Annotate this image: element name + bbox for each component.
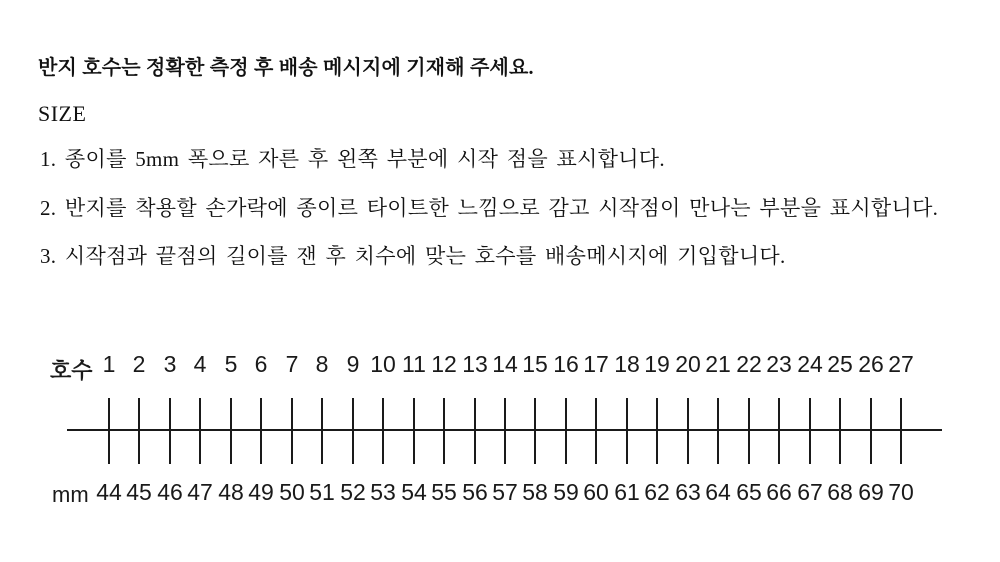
mm-number: 68: [827, 479, 853, 505]
size-number: 2: [132, 351, 146, 377]
mm-number: 54: [401, 479, 427, 505]
tick-mark: [474, 398, 476, 464]
size-number: 24: [797, 351, 823, 377]
size-number-row: [0, 352, 1000, 380]
mm-number: 45: [126, 479, 152, 505]
mm-number: 70: [888, 479, 914, 505]
size-number: 7: [285, 351, 299, 377]
size-number: 16: [553, 351, 579, 377]
size-number: 8: [315, 351, 329, 377]
tick-mark: [809, 398, 811, 464]
ring-size-ruler: [0, 330, 1000, 530]
mm-number: 53: [370, 479, 396, 505]
tick-mark: [352, 398, 354, 464]
size-number: 25: [827, 351, 853, 377]
shipping-notice-text: 반지 호수는 정확한 측정 후 배송 메시지에 기재해 주세요.: [38, 57, 534, 79]
tick-mark: [565, 398, 567, 464]
tick-mark: [595, 398, 597, 464]
mm-row-label: mm: [52, 482, 89, 507]
step-3-text: 3. 시작점과 끝점의 길이를 잰 후 치수에 맞는 호수를 배송메시지에 기입합니다.: [40, 244, 786, 268]
size-number: 26: [858, 351, 884, 377]
size-number: 13: [462, 351, 488, 377]
mm-number: 58: [522, 479, 548, 505]
size-number: 21: [705, 351, 731, 377]
mm-number: 50: [279, 479, 305, 505]
size-number: 22: [736, 351, 762, 377]
size-number: 12: [431, 351, 457, 377]
size-number: 6: [254, 351, 268, 377]
size-number: 4: [193, 351, 207, 377]
mm-number: 67: [797, 479, 823, 505]
tick-mark: [108, 398, 110, 464]
mm-number: 69: [858, 479, 884, 505]
mm-number: 56: [462, 479, 488, 505]
size-number: 10: [370, 351, 396, 377]
tick-mark: [199, 398, 201, 464]
tick-mark: [687, 398, 689, 464]
mm-number: 48: [218, 479, 244, 505]
mm-number: 46: [157, 479, 183, 505]
step-2-text: 2. 반지를 착용할 손가락에 종이르 타이트한 느낌으로 감고 시작점이 만나는 부분을 표시합니다.: [40, 196, 939, 220]
tick-mark: [138, 398, 140, 464]
size-number: 5: [224, 351, 238, 377]
size-number: 9: [346, 351, 360, 377]
size-number: 14: [492, 351, 518, 377]
size-heading: SIZE: [38, 101, 87, 126]
tick-mark: [900, 398, 902, 464]
mm-number: 66: [766, 479, 792, 505]
tick-mark: [321, 398, 323, 464]
mm-number: 57: [492, 479, 518, 505]
mm-number-row: [0, 480, 1000, 508]
tick-mark: [778, 398, 780, 464]
mm-number: 61: [614, 479, 640, 505]
mm-number: 62: [644, 479, 670, 505]
size-number: 1: [102, 351, 116, 377]
size-number: 11: [402, 351, 426, 377]
mm-number: 60: [583, 479, 609, 505]
step-1-text: 1. 종이를 5mm 폭으로 자른 후 왼쪽 부분에 시작 점을 표시합니다.: [40, 147, 665, 171]
mm-number: 51: [309, 479, 335, 505]
tick-mark: [169, 398, 171, 464]
size-number: 15: [522, 351, 548, 377]
tick-mark: [839, 398, 841, 464]
tick-mark: [534, 398, 536, 464]
mm-number: 64: [705, 479, 731, 505]
tick-mark: [626, 398, 628, 464]
tick-mark: [230, 398, 232, 464]
tick-mark: [656, 398, 658, 464]
hosu-row-label: 호수: [50, 358, 93, 383]
tick-mark: [504, 398, 506, 464]
size-number: 20: [675, 351, 701, 377]
size-number: 23: [766, 351, 792, 377]
mm-number: 52: [340, 479, 366, 505]
mm-number: 59: [553, 479, 579, 505]
mm-number: 49: [248, 479, 274, 505]
tick-mark: [748, 398, 750, 464]
size-number: 27: [888, 351, 914, 377]
tick-mark: [291, 398, 293, 464]
tick-mark: [413, 398, 415, 464]
size-number: 19: [644, 351, 670, 377]
tick-mark: [443, 398, 445, 464]
mm-number: 63: [675, 479, 701, 505]
mm-number: 65: [736, 479, 762, 505]
tick-mark: [717, 398, 719, 464]
mm-number: 47: [187, 479, 213, 505]
size-number: 3: [163, 351, 177, 377]
tick-mark: [382, 398, 384, 464]
tick-mark: [870, 398, 872, 464]
mm-number: 55: [431, 479, 457, 505]
mm-number: 44: [96, 479, 122, 505]
size-number: 18: [614, 351, 640, 377]
tick-mark: [260, 398, 262, 464]
size-number: 17: [583, 351, 609, 377]
